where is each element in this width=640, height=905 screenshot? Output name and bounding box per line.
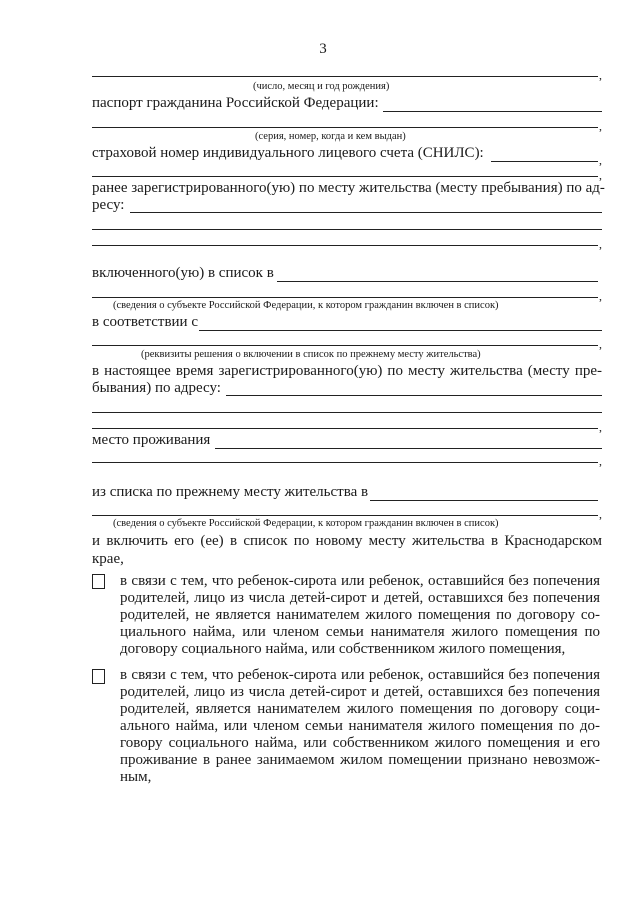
current-address-label-1: в настоящее время зарегистрированного(ую) по месту жительства (месту пре- bbox=[92, 363, 602, 379]
subject-caption-1: (сведения о субъекте Российской Федерации, к котором гражданин включен в список) bbox=[113, 300, 499, 311]
birth-date-caption: (число, месяц и год рождения) bbox=[253, 81, 390, 92]
comma: , bbox=[599, 68, 602, 82]
prev-address-label-2: ресу: bbox=[92, 197, 125, 213]
option-2-line: проживание в ранее занимаемом жилом помещении признано невозмож- bbox=[120, 752, 600, 768]
passport-caption: (серия, номер, когда и кем выдан) bbox=[255, 131, 406, 142]
option-2-line: ального найма, или членом семьи нанимателя жилого помещения по до- bbox=[120, 718, 600, 734]
in-accordance-line-2[interactable] bbox=[92, 345, 598, 346]
option-1-line: в связи с тем, что ребенок-сирота или ребенок, оставшийся без попечения bbox=[120, 573, 600, 589]
current-address-label-2: бывания) по адресу: bbox=[92, 380, 221, 396]
option-1-line: родителей, не является нанимателем жилого помещения по договору со- bbox=[120, 607, 600, 623]
option-2-line: ным, bbox=[120, 769, 152, 785]
comma: , bbox=[599, 237, 602, 251]
option-2-line: говору социального найма, или собственником жилого помещения и его bbox=[120, 735, 600, 751]
snils-line-2[interactable] bbox=[92, 176, 598, 177]
current-address-line-1[interactable] bbox=[226, 395, 602, 396]
residence-label: место проживания bbox=[92, 432, 211, 448]
option-1-line: родителей, лицо из числа детей-сирот и детей, оставшихся без попечения bbox=[120, 590, 600, 606]
current-address-line-3[interactable] bbox=[92, 428, 598, 429]
snils-line[interactable] bbox=[491, 161, 598, 162]
comma: , bbox=[599, 454, 602, 468]
included-in-line-2[interactable] bbox=[92, 297, 598, 298]
prev-address-line-1[interactable] bbox=[130, 212, 602, 213]
from-list-line[interactable] bbox=[370, 500, 598, 501]
comma: , bbox=[599, 507, 602, 521]
prev-address-line-3[interactable] bbox=[92, 245, 598, 246]
comma: , bbox=[599, 119, 602, 133]
passport-line-2[interactable] bbox=[92, 127, 598, 128]
in-accordance-label: в соответствии с bbox=[92, 314, 198, 330]
residence-line-2[interactable] bbox=[92, 462, 598, 463]
prev-address-label-1: ранее зарегистрированного(ую) по месту жительства (месту пребывания) по ад- bbox=[92, 180, 605, 196]
comma: , bbox=[599, 289, 602, 303]
comma: , bbox=[599, 337, 602, 351]
option-1-line: договору социального найма, или собственником жилого помещения, bbox=[120, 641, 566, 657]
snils-label: страховой номер индивидуального лицевого счета (СНИЛС): bbox=[92, 145, 484, 161]
option-1-checkbox[interactable] bbox=[92, 574, 105, 589]
include-label-1: и включить его (ее) в список по новому месту жительства в Краснодарском bbox=[92, 533, 602, 549]
include-label-2: крае, bbox=[92, 551, 124, 567]
included-in-label: включенного(ую) в список в bbox=[92, 265, 274, 281]
decision-caption: (реквизиты решения о включении в список по прежнему месту жительства) bbox=[141, 349, 481, 360]
option-2-line: родителей, лицо из числа детей-сирот и детей, оставшихся без попечения bbox=[120, 684, 600, 700]
residence-line[interactable] bbox=[215, 448, 602, 449]
prev-address-line-2[interactable] bbox=[92, 229, 602, 230]
subject-caption-2: (сведения о субъекте Российской Федерации, к котором гражданин включен в список) bbox=[113, 518, 499, 529]
from-list-line-2[interactable] bbox=[92, 515, 598, 516]
option-1-line: циального найма, или членом семьи нанимателя жилого помещения по bbox=[120, 624, 600, 640]
current-address-line-2[interactable] bbox=[92, 412, 602, 413]
page-number: 3 bbox=[319, 41, 327, 57]
option-2-line: в связи с тем, что ребенок-сирота или ребенок, оставшийся без попечения bbox=[120, 667, 600, 683]
passport-label: паспорт гражданина Российской Федерации: bbox=[92, 95, 379, 111]
from-list-label: из списка по прежнему месту жительства в bbox=[92, 484, 369, 500]
comma: , bbox=[599, 168, 602, 182]
passport-line-1[interactable] bbox=[383, 111, 602, 112]
option-2-line: родителей, является нанимателем жилого помещения по договору соци- bbox=[120, 701, 600, 717]
option-2-checkbox[interactable] bbox=[92, 669, 105, 684]
included-in-line[interactable] bbox=[277, 281, 598, 282]
birth-date-line[interactable] bbox=[92, 76, 598, 77]
comma: , bbox=[599, 420, 602, 434]
in-accordance-line[interactable] bbox=[199, 330, 602, 331]
comma: , bbox=[599, 153, 602, 167]
